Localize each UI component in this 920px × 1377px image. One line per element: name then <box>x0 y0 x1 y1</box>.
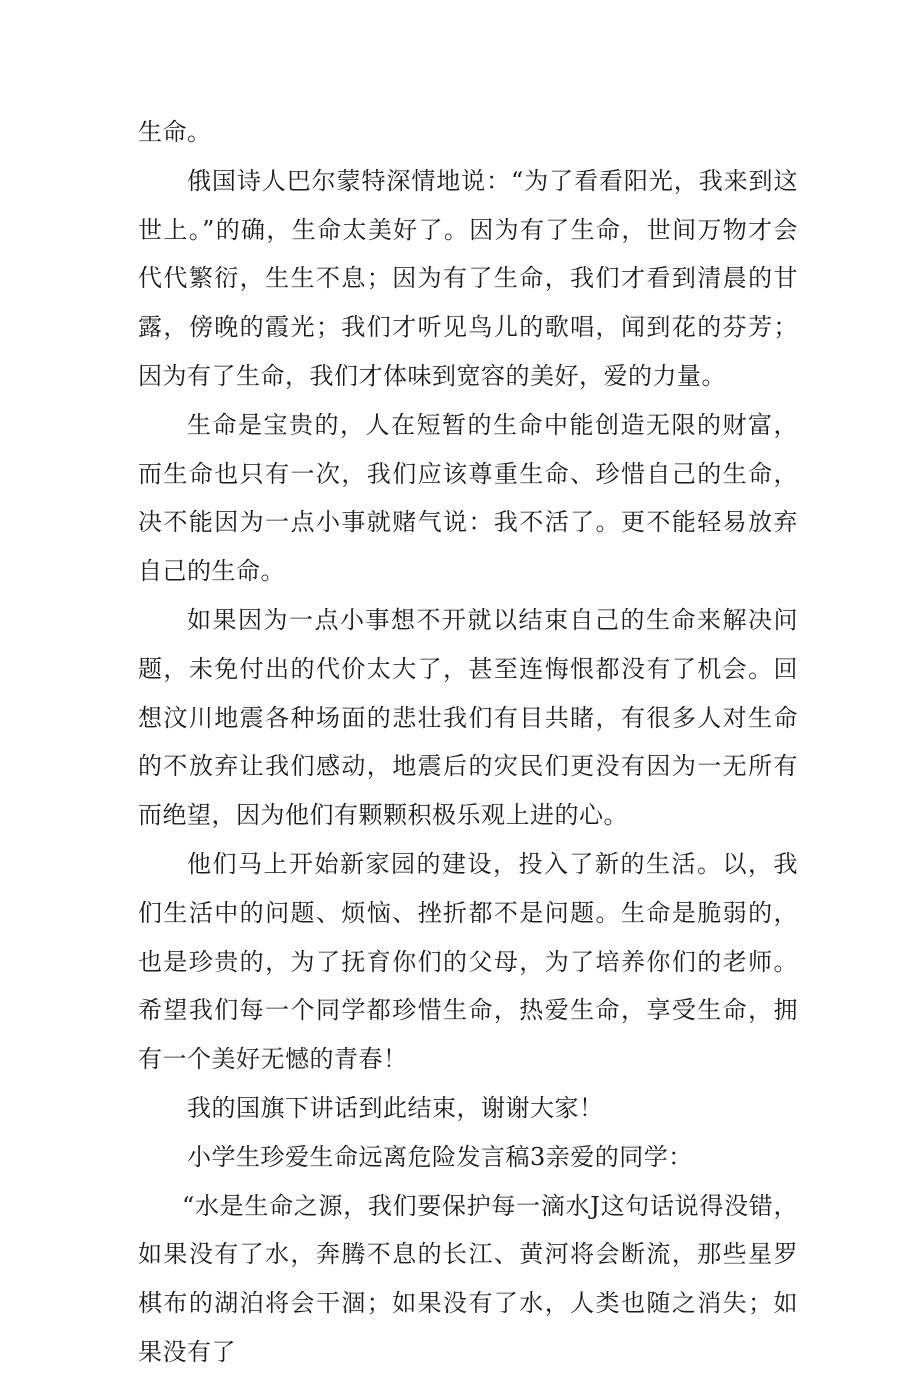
paragraph-continuation: 生命。 <box>138 118 212 146</box>
paragraph-wenchuan-earthquake: 如果因为一点小事想不开就以结束自己的生命来解决问题，未免付出的代价太大了，甚至连悔恨都没有了机会。回想汶川地震各种场面的悲壮我们有目共睹，有很多人对生命的不放弃让我们感动，地震后的灾民们更没有因为一无所有而绝望，因为他们有颗颗积极乐观上进的心。 <box>138 605 798 830</box>
paragraph-poet-quote: 俄国诗人巴尔蒙特深情地说：“为了看看阳光，我来到这世上。”的确，生命太美好了。因为有了生命，世间万物才会代代繁衍，生生不息；因为有了生命，我们才看到清晨的甘露，傍晚的霞光；我们才听见鸟儿的歌唱，闻到花的芬芳；因为有了生命，我们才体味到宽容的美好，爱的力量。 <box>138 166 798 390</box>
paragraph-life-precious: 生命是宝贵的，人在短暂的生命中能创造无限的财富，而生命也只有一次，我们应该尊重生命、珍惜自己的生命，决不能因为一点小事就赌气说：我不活了。更不能轻易放弃自己的生命。 <box>138 410 798 586</box>
paragraph-new-home: 他们马上开始新家园的建设，投入了新的生活。以，我们生活中的问题、烦恼、挫折都不是问题。生命是脆弱的，也是珍贵的，为了抚育你们的父母，为了培养你们的老师。希望我们每一个同学都珍惜生命，热爱生命，享受生命，拥有一个美好无憾的青春！ <box>138 849 798 1074</box>
paragraph-water-source: “水是生命之源，我们要保护每一滴水J这句话说得没错，如果没有了水，奔腾不息的长江、黄河将会断流，那些星罗棋布的湖泊将会干涸；如果没有了水，人类也随之消失；如果没有了 <box>138 1191 798 1366</box>
document-body <box>138 108 798 1377</box>
paragraph-speech-end: 我的国旗下讲话到此结束，谢谢大家！ <box>187 1093 604 1122</box>
paragraph-speech-3-heading: 小学生珍爱生命远离危险发言稿3亲爱的同学： <box>187 1142 693 1171</box>
